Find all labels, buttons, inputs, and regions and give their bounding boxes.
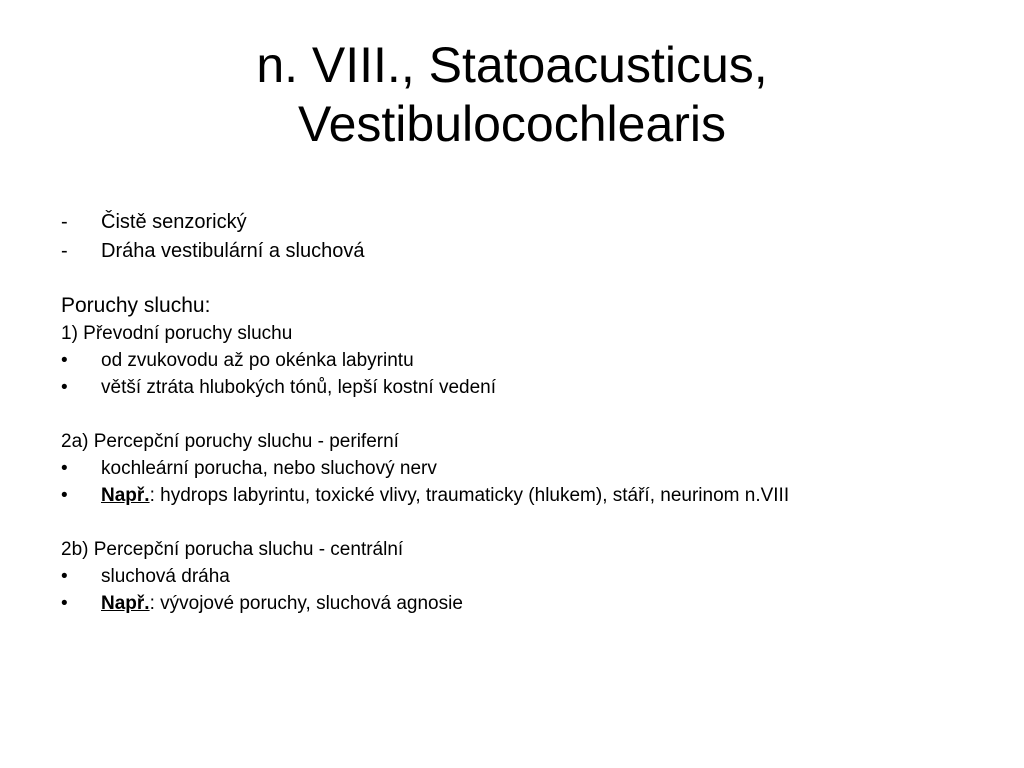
list-item-text: sluchová dráha [101, 566, 230, 587]
list-item [61, 482, 1001, 509]
list-item-rest: : hydrops labyrintu, toxické vlivy, traumaticky (hlukem), stáří, neurinom n.VIII [149, 485, 790, 506]
list-item-text [101, 590, 463, 617]
list-item [61, 590, 1001, 617]
spacer [61, 401, 1001, 428]
list-item [61, 208, 1001, 237]
bullet-marker: • [61, 593, 68, 614]
list-item-text: větší ztráta hlubokých tónů, lepší kostní vedení [101, 377, 497, 398]
bullet-marker: • [61, 485, 68, 506]
subsection-heading-2a: 2a) Percepční poruchy sluchu - periferní [61, 431, 399, 452]
list-item [61, 237, 1001, 266]
list-item [61, 455, 1001, 482]
list-item-text: Čistě senzorický [101, 211, 247, 233]
list-item [61, 347, 1001, 374]
spacer [61, 509, 1001, 536]
list-item-text [101, 482, 789, 509]
list-item-text: Dráha vestibulární a sluchová [101, 240, 365, 262]
list-item-text: kochleární porucha, nebo sluchový nerv [101, 458, 437, 479]
subsection-heading-2b: 2b) Percepční porucha sluchu - centrální [61, 539, 404, 560]
bullet-marker: • [61, 377, 68, 398]
bullet-marker: • [61, 566, 68, 587]
spacer [61, 266, 1001, 291]
list-item [61, 563, 1001, 590]
slide-title [0, 36, 1024, 154]
dash-marker: - [61, 240, 68, 262]
title-line-1: n. VIII., Statoacusticus, [256, 37, 768, 93]
bullet-marker: • [61, 350, 68, 371]
section-heading: Poruchy sluchu: [61, 294, 211, 317]
list-item-text: od zvukovodu až po okénka labyrintu [101, 350, 414, 371]
title-line-2: Vestibulocochlearis [297, 96, 727, 152]
emphasis-label: Např. [101, 485, 150, 506]
list-item [61, 374, 1001, 401]
emphasis-label: Např. [101, 593, 150, 614]
dash-marker: - [61, 211, 68, 233]
subsection-heading-1: 1) Převodní poruchy sluchu [61, 323, 293, 344]
bullet-marker: • [61, 458, 68, 479]
list-item-rest: : vývojové poruchy, sluchová agnosie [149, 593, 463, 614]
slide-body [61, 208, 1001, 617]
